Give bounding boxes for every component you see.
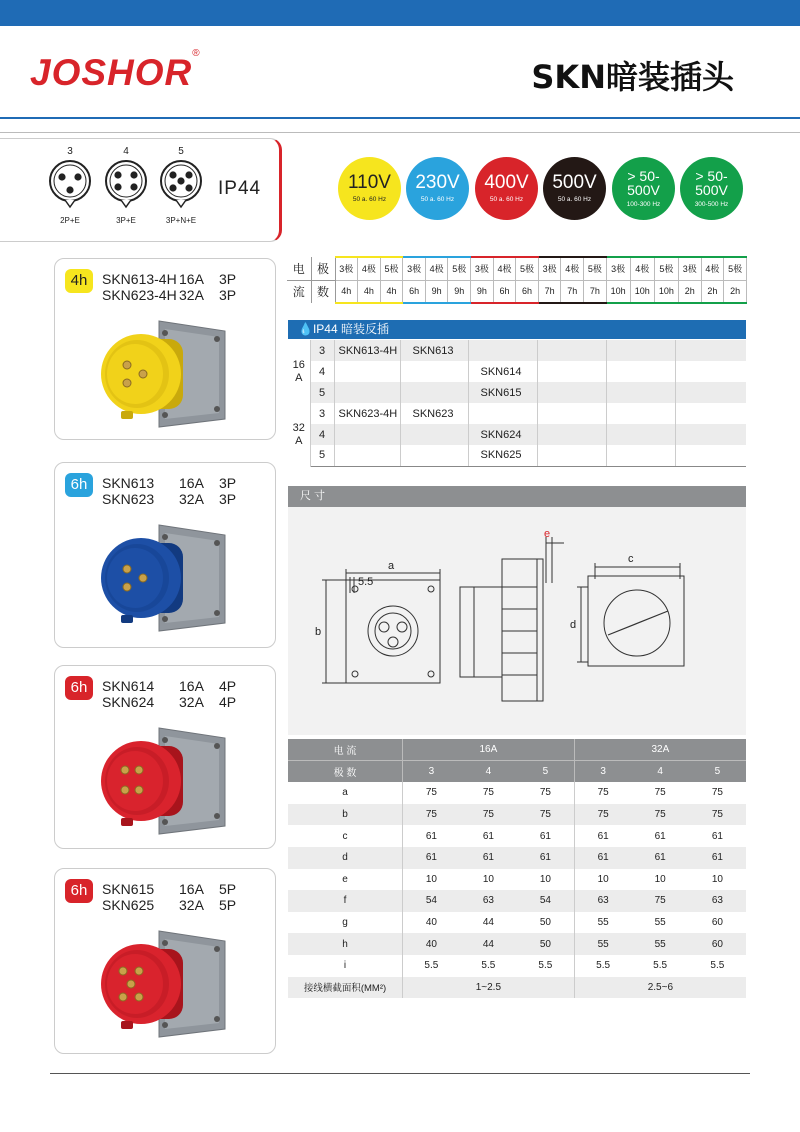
hour-cell: 6h	[403, 280, 426, 303]
model-lines	[102, 881, 272, 913]
dim-value: 75	[403, 804, 460, 826]
hour-cell: 6h	[516, 280, 539, 303]
dim-value: 5.5	[596, 960, 611, 972]
dimensions-header	[288, 486, 746, 507]
model-poles: 3P	[219, 491, 237, 507]
dim-value: 50	[517, 912, 574, 934]
hour-cell: 10h	[654, 280, 678, 303]
product-card	[54, 462, 276, 648]
hour-badge: 6h	[65, 473, 93, 497]
spec-row	[288, 869, 746, 891]
plug-image	[99, 521, 239, 639]
dim-value: 50	[517, 933, 574, 955]
pole-header: 4	[632, 761, 689, 783]
pole-cell: 5极	[380, 257, 403, 280]
pin-code: 2P+E	[60, 216, 80, 225]
model-current: 16A	[179, 678, 204, 694]
dim-key: d	[288, 847, 403, 869]
model-row	[102, 694, 272, 710]
voltage-circle	[543, 157, 606, 220]
empty-cell	[675, 340, 746, 361]
pin-config-3	[45, 146, 95, 225]
socket-face-icon	[101, 157, 151, 209]
dimension-diagram	[288, 507, 746, 735]
empty-cell	[675, 403, 746, 424]
front-view-plate	[346, 580, 440, 683]
socket-face-icon	[156, 157, 206, 209]
brand-logo: JOSHOR®	[30, 48, 201, 93]
dim-value: 63	[460, 890, 517, 912]
page-title: SKN暗装插头	[531, 58, 734, 96]
ip44-row	[288, 424, 746, 445]
model-cell: SKN623	[400, 403, 468, 424]
dim-value: 61	[425, 830, 437, 842]
pole-cell: 3极	[679, 257, 702, 280]
dim-value: 61	[711, 830, 723, 842]
empty-cell	[606, 424, 675, 445]
plug-image	[99, 317, 239, 435]
model-current: 16A	[179, 475, 204, 491]
hour-cell: 2h	[701, 280, 724, 303]
dim-key: i	[288, 955, 403, 977]
hour-cell: 7h	[538, 280, 561, 303]
voltage-value: > 50- 500V	[627, 168, 660, 198]
dim-key: g	[288, 912, 403, 934]
dim-value: 61	[517, 825, 574, 847]
pole-cell: 4	[310, 361, 334, 382]
dim-key: e	[288, 869, 403, 891]
dim-value: 44	[482, 917, 494, 929]
spec-row	[288, 847, 746, 869]
pin-config-5	[156, 146, 206, 225]
pole-cell: 5极	[724, 257, 747, 280]
dim-value: 75	[517, 804, 574, 826]
pin-count: 4	[123, 146, 129, 157]
dim-key: a	[288, 782, 403, 804]
model-poles: 5P	[219, 881, 237, 897]
model-cell: SKN623-4H	[334, 403, 400, 424]
dim-value: 10	[597, 873, 609, 885]
hour-badge: 6h	[65, 879, 93, 903]
frequency-value: 50 a. 60 Hz	[420, 196, 455, 203]
wire-section-row	[288, 977, 746, 999]
dim-value: 75	[425, 787, 437, 799]
empty-cell	[606, 403, 675, 424]
model-name: SKN623-4H	[102, 287, 177, 303]
model-cell	[334, 382, 400, 403]
pole-cell: 4极	[561, 257, 584, 280]
dim-value: 55	[632, 933, 689, 955]
wire-32a: 2.5~6	[574, 977, 746, 999]
hour-row	[287, 280, 747, 303]
ip44-row	[288, 382, 746, 403]
dim-value: 61	[482, 830, 494, 842]
model-poles: 3P	[219, 287, 237, 303]
pole-hour-table	[287, 256, 747, 304]
frequency-value: 300-500 Hz	[694, 201, 729, 208]
current-16a-header: 16A	[403, 739, 575, 761]
dim-value: 5.5	[710, 960, 725, 972]
spec-row	[288, 825, 746, 847]
hour-cell: 4h	[335, 280, 358, 303]
wire-label: 接线横截面积(MM²)	[288, 977, 403, 999]
dim-value: 5.5	[424, 960, 439, 972]
top-bar	[0, 0, 800, 26]
model-name: SKN614	[102, 678, 155, 694]
dim-value: 61	[597, 830, 609, 842]
pole-cell: 3极	[335, 257, 358, 280]
product-card	[54, 868, 276, 1054]
frequency-value: 100-300 Hz	[626, 201, 661, 208]
dim-value: 10	[654, 873, 666, 885]
dim-label-s: 5.5	[358, 576, 374, 588]
dim-label-b: b	[315, 626, 322, 638]
voltage-circle	[680, 157, 743, 220]
spec-row	[288, 890, 746, 912]
pole-cell: 4	[310, 424, 334, 445]
ip44-row	[288, 340, 746, 361]
spec-row	[288, 804, 746, 826]
pole-header: 3	[403, 761, 460, 783]
model-cell	[400, 382, 468, 403]
hour-cell: 7h	[584, 280, 607, 303]
model-name: SKN615	[102, 881, 155, 897]
pole-cell: 5极	[584, 257, 607, 280]
pole-header: 3	[574, 761, 631, 783]
voltage-circle	[406, 157, 469, 220]
model-current: 32A	[179, 897, 204, 913]
model-cell	[334, 361, 400, 382]
dim-value: 75	[632, 890, 689, 912]
hour-cell: 4h	[358, 280, 381, 303]
pin-code: 3P+N+E	[165, 216, 197, 225]
voltage-value: 400V	[484, 172, 529, 193]
hour-cell: 9h	[448, 280, 471, 303]
model-cell: SKN613	[400, 340, 468, 361]
pole-cell: 3	[310, 403, 334, 424]
spec-row	[288, 955, 746, 977]
dim-value: 54	[403, 890, 460, 912]
dim-label-d: d	[570, 619, 577, 631]
pole-row	[287, 257, 747, 280]
model-current: 16A	[179, 271, 204, 287]
dim-value: 61	[460, 847, 517, 869]
empty-cell	[675, 361, 746, 382]
model-poles: 3P	[219, 475, 237, 491]
pole-cell: 4极	[493, 257, 516, 280]
hour-cell: 7h	[561, 280, 584, 303]
model-cell	[400, 424, 468, 445]
empty-cell	[606, 382, 675, 403]
model-poles: 4P	[219, 694, 237, 710]
spec-row	[288, 782, 746, 804]
pole-cell: 5极	[448, 257, 471, 280]
voltage-circle	[475, 157, 538, 220]
poles-label: 极 数	[288, 761, 403, 783]
pole-cell: 3极	[606, 257, 630, 280]
dim-key: f	[288, 890, 403, 912]
dim-value: 44	[460, 933, 517, 955]
model-poles: 4P	[219, 678, 237, 694]
model-row	[102, 881, 272, 897]
dim-key: b	[288, 804, 403, 826]
model-row	[102, 271, 272, 287]
frequency-value: 50 a. 60 Hz	[557, 196, 592, 203]
empty-cell	[537, 340, 606, 361]
voltage-circle	[338, 157, 401, 220]
current-label: 流	[287, 280, 311, 303]
model-current: 16A	[179, 881, 204, 897]
empty-cell	[606, 340, 675, 361]
dim-value: 63	[574, 890, 631, 912]
hour-cell: 2h	[679, 280, 702, 303]
wire-16a: 1~2.5	[403, 977, 575, 999]
dim-value: 75	[632, 804, 689, 826]
model-current: 32A	[179, 491, 204, 507]
empty-cell	[537, 361, 606, 382]
ip44-table	[288, 340, 746, 467]
pole-cell: 5极	[516, 257, 539, 280]
product-card	[54, 258, 276, 440]
header-divider-thin	[0, 132, 800, 133]
model-cell	[334, 445, 400, 466]
model-cell: SKN614	[468, 361, 537, 382]
dim-value: 40	[403, 933, 460, 955]
pole-cell: 4极	[425, 257, 448, 280]
empty-cell	[675, 424, 746, 445]
empty-cell	[537, 424, 606, 445]
dim-label-e: e	[544, 528, 551, 540]
pole-cell: 3极	[471, 257, 494, 280]
ip44-table-title: IP44 暗装反插	[312, 322, 389, 336]
model-row	[102, 475, 272, 491]
model-cell: SKN615	[468, 382, 537, 403]
pole-cell: 3	[310, 340, 334, 361]
empty-cell	[606, 361, 675, 382]
dim-value: 75	[574, 804, 631, 826]
model-name: SKN625	[102, 897, 155, 913]
empty-cell	[675, 445, 746, 466]
plug-image	[99, 927, 239, 1045]
empty-cell	[537, 382, 606, 403]
pole-hour-grid	[287, 256, 747, 304]
spec-row	[288, 912, 746, 934]
footer-divider	[50, 1073, 750, 1074]
pole-header: 5	[517, 761, 574, 783]
dim-value: 75	[517, 782, 574, 804]
dim-value: 75	[460, 804, 517, 826]
empty-cell	[537, 403, 606, 424]
dim-value: 61	[632, 847, 689, 869]
water-drop-icon: 💧	[298, 322, 313, 336]
dim-value: 60	[689, 933, 746, 955]
model-cell	[468, 340, 537, 361]
current-cell: 16 A	[288, 340, 310, 403]
model-name: SKN613-4H	[102, 271, 177, 287]
model-cell	[400, 361, 468, 382]
dim-key: c	[288, 825, 403, 847]
pole-header: 4	[460, 761, 517, 783]
dim-value: 61	[403, 847, 460, 869]
pin-code: 3P+E	[116, 216, 136, 225]
pin-config-4	[101, 146, 151, 225]
model-row	[102, 897, 272, 913]
dim-value: 10	[517, 869, 574, 891]
model-poles: 5P	[219, 897, 237, 913]
pole-cell: 5	[310, 445, 334, 466]
model-lines	[102, 678, 272, 710]
empty-cell	[675, 382, 746, 403]
dim-value: 5.5	[481, 960, 496, 972]
model-row	[102, 678, 272, 694]
model-cell	[400, 445, 468, 466]
dimension-drawing	[288, 507, 746, 735]
dim-value: 75	[711, 787, 723, 799]
model-cell: SKN624	[468, 424, 537, 445]
voltage-value: > 50- 500V	[695, 168, 728, 198]
side-view-body	[460, 587, 474, 677]
dim-value: 5.5	[653, 960, 668, 972]
dim-value: 10	[425, 873, 437, 885]
socket-face-icon	[45, 157, 95, 209]
voltage-value: 230V	[415, 172, 460, 193]
dim-value: 55	[574, 933, 631, 955]
dim-value: 60	[711, 917, 723, 929]
pin-count: 5	[178, 146, 184, 157]
empty-cell	[537, 445, 606, 466]
empty-cell	[606, 445, 675, 466]
hour-cell: 9h	[471, 280, 494, 303]
pin-count: 3	[67, 146, 73, 157]
dim-value: 40	[425, 917, 437, 929]
model-name: SKN613	[102, 475, 155, 491]
dim-key: h	[288, 933, 403, 955]
ip44-grid	[288, 340, 746, 467]
model-cell	[334, 424, 400, 445]
frequency-value: 50 a. 60 Hz	[352, 196, 387, 203]
dim-value: 63	[689, 890, 746, 912]
model-row	[102, 491, 272, 507]
hour-cell: 2h	[724, 280, 747, 303]
dim-value: 55	[597, 917, 609, 929]
dim-value: 61	[517, 847, 574, 869]
model-cell: SKN625	[468, 445, 537, 466]
model-name: SKN624	[102, 694, 155, 710]
hour-cell: 4h	[380, 280, 403, 303]
dim-label-c: c	[628, 553, 634, 565]
hour-cell: 10h	[606, 280, 630, 303]
model-cell	[468, 403, 537, 424]
spec-table	[288, 739, 746, 998]
dim-value: 54	[517, 890, 574, 912]
hour-cell: 6h	[493, 280, 516, 303]
dim-label-a: a	[388, 560, 395, 572]
pole-cell: 3极	[403, 257, 426, 280]
hour-cell: 9h	[425, 280, 448, 303]
pole-cell: 5	[310, 382, 334, 403]
poles-header-row	[288, 761, 746, 783]
dim-value: 5.5	[517, 955, 574, 977]
model-current: 32A	[179, 287, 204, 303]
pole-cell: 3极	[538, 257, 561, 280]
dim-value: 61	[654, 830, 666, 842]
pole-cell: 5极	[654, 257, 678, 280]
dim-value: 10	[482, 873, 494, 885]
model-lines	[102, 475, 272, 507]
ip-rating: IP44	[218, 178, 262, 199]
dim-value: 75	[597, 787, 609, 799]
ip44-row	[288, 445, 746, 466]
dim-value: 10	[711, 873, 723, 885]
ip44-row	[288, 403, 746, 424]
model-row	[102, 287, 272, 303]
current-header-row	[288, 739, 746, 761]
frequency-value: 50 a. 60 Hz	[489, 196, 524, 203]
dim-value: 75	[689, 804, 746, 826]
ip44-row	[288, 361, 746, 382]
current-label: 电 流	[288, 739, 403, 761]
voltage-value: 110V	[348, 172, 391, 193]
pole-header: 5	[689, 761, 746, 783]
header-divider	[0, 117, 800, 119]
poles-label: 数	[311, 280, 335, 303]
pole-cell: 4极	[630, 257, 654, 280]
current-label: 电	[287, 257, 311, 280]
product-card	[54, 665, 276, 849]
spec-table-wrapper	[288, 739, 746, 998]
dimensions-title: 尺 寸	[300, 490, 326, 502]
current-cell: 32 A	[288, 403, 310, 466]
hour-badge: 4h	[65, 269, 93, 293]
dim-value: 55	[654, 917, 666, 929]
model-name: SKN623	[102, 491, 155, 507]
dim-value: 75	[654, 787, 666, 799]
poles-label: 极	[311, 257, 335, 280]
pole-cell: 4极	[701, 257, 724, 280]
pole-cell: 4极	[358, 257, 381, 280]
hour-badge: 6h	[65, 676, 93, 700]
plug-image	[99, 724, 239, 842]
voltage-value: 500V	[552, 172, 597, 193]
voltage-circle	[612, 157, 675, 220]
dim-value: 61	[574, 847, 631, 869]
model-lines	[102, 271, 272, 303]
current-32a-header: 32A	[574, 739, 746, 761]
model-current: 32A	[179, 694, 204, 710]
spec-row	[288, 933, 746, 955]
ip44-table-header	[288, 320, 746, 339]
hour-cell: 10h	[630, 280, 654, 303]
dim-value: 61	[689, 847, 746, 869]
dim-value: 75	[482, 787, 494, 799]
model-cell: SKN613-4H	[334, 340, 400, 361]
model-poles: 3P	[219, 271, 237, 287]
